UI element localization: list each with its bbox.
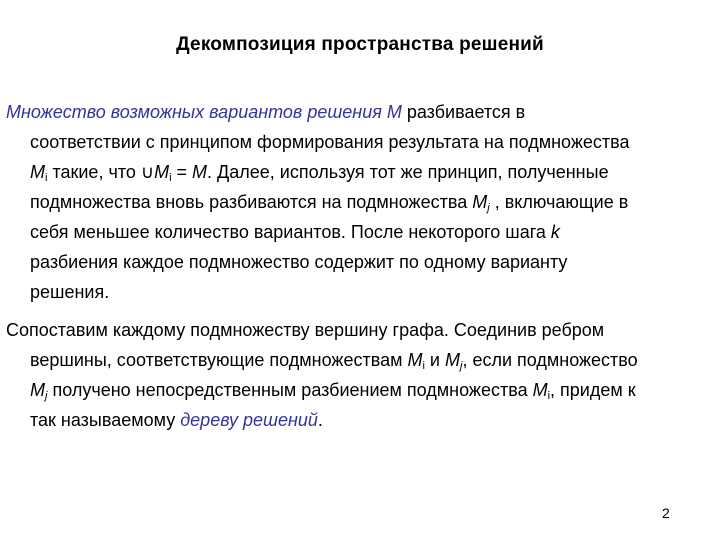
text-fragment: Сопоставим каждому подмножеству вершину графа. Соединив ребром <box>6 320 605 340</box>
subscript-j: j <box>487 202 490 214</box>
paragraph1-line4 <box>6 187 712 217</box>
term-possible-variants: Множество возможных вариантов решения <box>6 102 382 122</box>
text-fragment: и <box>424 350 445 370</box>
text-fragment: . Далее, используя тот же принцип, полученные <box>207 162 609 182</box>
text-fragment: разбивается в <box>401 102 526 122</box>
text-fragment: такие, что <box>47 162 141 182</box>
paragraph2-line1 <box>6 315 712 345</box>
text-fragment: = <box>171 162 193 182</box>
text-fragment: решения. <box>30 282 110 302</box>
paragraph2-line3 <box>6 375 712 405</box>
subscript-i: i <box>422 360 425 372</box>
text-fragment: , придем к <box>550 380 636 400</box>
subscript-j: j <box>459 360 463 372</box>
page-number: 2 <box>662 505 670 521</box>
symbol-m: M <box>30 380 45 400</box>
text-fragment: , если подмножество <box>462 350 638 370</box>
subscript-i: i <box>45 172 48 184</box>
symbol-k: k <box>550 222 560 242</box>
slide-title: Декомпозиция пространства решений <box>176 34 544 55</box>
text-fragment: . <box>317 410 323 430</box>
symbol-m: M <box>444 350 460 370</box>
text-fragment: соответствии с принципом формирования результата на подмножества <box>30 132 630 152</box>
subscript-j: j <box>45 390 48 402</box>
union-symbol: ∪ <box>140 162 155 182</box>
subscript-i: i <box>169 172 172 184</box>
text-fragment: так называемому <box>30 410 181 430</box>
paragraph1-line7 <box>6 277 712 307</box>
symbol-m: M <box>407 350 423 370</box>
text-fragment: разбиения каждое подмножество содержит по одному варианту <box>30 252 568 272</box>
subscript-i: i <box>547 390 551 402</box>
text-fragment: , включающие в <box>489 192 629 212</box>
symbol-m: M <box>154 162 170 182</box>
paragraph1-line2 <box>6 127 712 157</box>
text-fragment: получено непосредственным разбиением подмножества <box>47 380 533 400</box>
paragraph2-line2 <box>6 345 712 375</box>
paragraph1-line3 <box>6 157 712 187</box>
text-fragment: себя меньшее количество вариантов. После некоторого шага <box>30 222 551 242</box>
symbol-m: M <box>192 162 208 182</box>
paragraph-set-partition <box>6 97 712 307</box>
paragraph1-line1 <box>6 97 712 127</box>
text-fragment: подмножества вновь разбиваются на подмножества <box>30 192 473 212</box>
paragraph2-line4 <box>6 405 712 435</box>
symbol-m: M <box>381 102 402 122</box>
paragraph-decision-tree <box>6 315 712 435</box>
paragraph1-line6 <box>6 247 712 277</box>
symbol-m: M <box>30 162 45 182</box>
symbol-m: M <box>532 380 548 400</box>
paragraph1-line5 <box>6 217 712 247</box>
symbol-m: M <box>472 192 488 212</box>
text-fragment: вершины, соответствующие подмножествам <box>30 350 408 370</box>
term-decision-tree: дереву решений <box>180 410 318 430</box>
